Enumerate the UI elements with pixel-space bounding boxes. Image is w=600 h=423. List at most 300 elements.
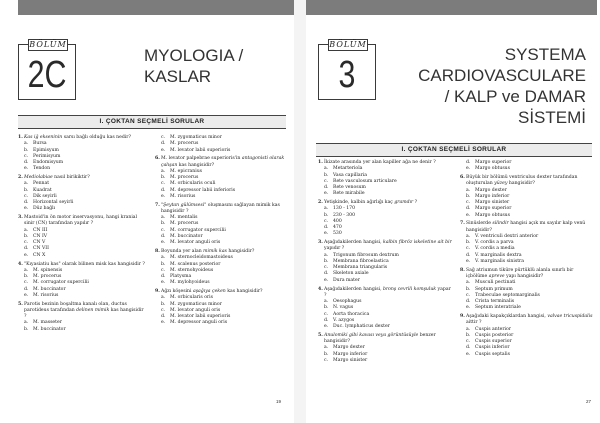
left-page — [0, 0, 294, 423]
option-letter: d. — [466, 206, 471, 212]
option-text: Margo obtusus — [475, 212, 510, 218]
option-text: M. mylohyoideus — [170, 280, 210, 286]
chapter-number: 3 — [338, 54, 356, 96]
question-text — [324, 240, 452, 253]
question-text-part: Aşağıdakilerden hangisi, — [324, 286, 384, 292]
option-text: M. depressor anguli oris — [170, 320, 228, 326]
option-text: V. cordis a media — [475, 246, 515, 252]
option-letter: a. — [161, 168, 166, 174]
answer-option — [18, 253, 146, 259]
option-letter: b. — [324, 172, 329, 178]
option-letter: e. — [466, 351, 471, 357]
option-text: 400 — [333, 218, 342, 224]
option-letter: b. — [161, 261, 166, 267]
question-number: 8. — [460, 267, 465, 273]
question-item — [318, 240, 452, 284]
option-letter: d. — [161, 274, 166, 280]
option-text: M. sternohyoideus — [170, 267, 214, 273]
question-item — [318, 333, 452, 364]
option-text: M. corrugator supercilii — [170, 227, 226, 233]
option-letter: e. — [161, 320, 166, 326]
question-number: 3. — [18, 215, 23, 221]
question-item — [460, 160, 594, 173]
question-stem — [460, 268, 594, 281]
option-letter: b. — [24, 274, 29, 280]
option-text: M. masseter — [33, 320, 62, 326]
answer-option — [460, 305, 594, 311]
option-text: 470 — [333, 225, 342, 231]
question-item — [318, 200, 452, 238]
option-text: M. risorius — [170, 193, 196, 199]
option-letter: e. — [324, 324, 329, 330]
question-item — [155, 289, 289, 327]
question-text-emphasis: kalbin fibröz iskeletine ait bir — [383, 240, 452, 246]
answer-option — [460, 166, 594, 172]
chapter-title-line: SYSTEMA CARDIOVASCULARE — [418, 45, 586, 85]
question-text-part: Ağzı köşesini — [161, 289, 193, 295]
option-text: V. cordis a parva — [475, 240, 514, 246]
option-text: 230 - 300 — [333, 212, 356, 218]
option-letter: a. — [324, 299, 329, 305]
option-text: CN IV — [33, 233, 48, 239]
option-text: M. spinensis — [33, 267, 63, 273]
question-item — [318, 160, 452, 198]
option-text: Septum primum — [475, 286, 513, 292]
answer-option — [18, 166, 146, 172]
option-text: Platysma — [170, 274, 192, 280]
question-item — [460, 314, 594, 358]
question-text — [466, 221, 594, 234]
option-text: CN VII — [33, 246, 49, 252]
question-text-emphasis: mimik kas — [203, 249, 227, 255]
question-text-part: Boyunda yer alan — [161, 249, 204, 255]
option-text: M. procerus — [170, 141, 199, 147]
option-letter: e. — [24, 206, 29, 212]
option-letter: c. — [466, 339, 471, 345]
question-text-part: İkizate arasında yer alan kapiller ağa ne denir ? — [324, 160, 436, 165]
option-letter: e. — [24, 252, 29, 258]
question-text — [24, 302, 146, 321]
option-letter: d. — [24, 200, 29, 206]
option-letter: b. — [466, 240, 471, 246]
question-item — [18, 262, 146, 300]
question-text — [466, 314, 594, 327]
option-text: M. levator labii superioris — [170, 314, 231, 320]
option-text: 530 — [333, 231, 342, 237]
option-letter: d. — [324, 225, 329, 231]
question-stem — [318, 287, 452, 300]
option-letter: e. — [466, 166, 471, 172]
option-letter: a. — [161, 215, 166, 221]
option-letter: c. — [324, 218, 329, 224]
question-text-emphasis: Şeytan gülümsesi — [163, 202, 205, 208]
option-text: M. mentalis — [170, 215, 198, 221]
question-column-1 — [318, 160, 452, 367]
question-item — [460, 175, 594, 219]
option-text: Skeleton axiale — [333, 271, 369, 277]
question-number: 9. — [155, 289, 160, 295]
option-text: Margo dexter — [333, 345, 365, 351]
option-letter: a. — [161, 295, 166, 301]
question-text-part: hangisidir? — [507, 181, 535, 187]
option-letter: d. — [161, 141, 166, 147]
option-letter: a. — [24, 141, 29, 147]
option-letter: b. — [324, 351, 329, 357]
question-text — [324, 287, 452, 300]
question-text-part: Aşağıdaki kapakçıklardan hangisi, — [466, 314, 548, 320]
option-letter: c. — [324, 178, 329, 184]
question-stem — [155, 156, 289, 169]
answer-option — [155, 240, 289, 246]
option-letter: c. — [24, 240, 29, 246]
option-letter: a. — [24, 267, 29, 273]
question-text-emphasis: bronş cevrili komşuluk — [383, 286, 437, 292]
option-text: Cuspis septalis — [475, 351, 510, 357]
question-text-part: hangisi açık mı sayılır kalp venü hangisidir? — [466, 221, 586, 233]
chapter-box — [18, 40, 76, 100]
option-text: Membrana fibroelastica — [333, 258, 389, 264]
option-text: V. ventriculi dextri anterior — [475, 233, 539, 239]
question-text-part: Mastoid'in ön motor inservasyonu, hangi kranial sinir (CN) tarafından yapılır ? — [24, 215, 138, 227]
option-letter: b. — [161, 175, 166, 181]
option-letter: b. — [24, 233, 29, 239]
question-number: 9. — [460, 314, 465, 320]
option-letter: c. — [466, 200, 471, 206]
page-number: 19 — [276, 399, 282, 404]
answer-option — [318, 358, 452, 364]
answer-option — [18, 293, 146, 299]
question-text-part: kas hangisidir? — [177, 162, 215, 168]
option-text: Crista terminalis — [475, 299, 515, 305]
option-letter: a. — [324, 166, 329, 172]
question-text-part: hangisidir? — [226, 249, 255, 255]
option-letter: a. — [24, 227, 29, 233]
option-text: Horizontal seyirli — [33, 200, 74, 206]
option-letter: e. — [161, 147, 166, 153]
question-text-part: yapıdır ? — [324, 246, 345, 252]
question-text-emphasis: antagonisti olarak çalışan — [161, 156, 285, 168]
question-text-part: kas hangisidir? — [225, 289, 263, 295]
option-text: 130 - 170 — [333, 206, 356, 212]
question-text — [24, 215, 146, 228]
option-text: Tendon — [33, 166, 51, 172]
option-text: CN X — [33, 252, 46, 258]
option-text: Trabeculae septomarginalis — [475, 292, 540, 298]
question-number: 1. — [318, 160, 323, 165]
question-item — [18, 135, 146, 173]
option-text: Margo inferior — [333, 351, 368, 357]
option-text: Duc. lymphaticus dexter — [333, 324, 390, 330]
option-text: M. orbicularis oculi — [170, 181, 216, 187]
right-page — [306, 0, 600, 423]
option-letter: d. — [466, 160, 471, 165]
question-text-part: ? — [413, 200, 418, 206]
chapter-label: BÖLÜM — [29, 40, 67, 49]
question-stem — [18, 302, 146, 321]
option-text: N. vagus — [333, 305, 354, 311]
answer-option — [18, 327, 146, 333]
option-text: M. levator anguli oris — [170, 307, 221, 313]
question-item — [460, 268, 594, 312]
option-letter: b. — [324, 258, 329, 264]
option-text: Endomisyum — [33, 160, 64, 165]
answer-option — [460, 352, 594, 358]
option-letter: c. — [324, 357, 329, 363]
question-text-emphasis: gramdır — [394, 200, 414, 206]
option-text: M. levator labii superioris — [170, 147, 231, 153]
option-letter: a. — [466, 326, 471, 332]
chapter-title-line: MYOLOGIA / KASLAR — [144, 46, 244, 86]
question-text — [161, 203, 289, 216]
question-text-part: Sağ atriumun tiküre pürtüklü alanla sınırlı bir içbölüme — [466, 267, 574, 280]
option-text: M. risorius — [33, 292, 59, 298]
option-letter: e. — [161, 280, 166, 286]
answer-option — [318, 324, 452, 330]
option-text: Margo superior — [475, 160, 512, 165]
question-number: 7. — [460, 221, 465, 227]
option-letter: b. — [161, 301, 166, 307]
option-text: Margo sinister — [475, 200, 510, 206]
question-number: 2. — [18, 175, 23, 181]
question-column-1 — [18, 135, 146, 335]
option-letter: a. — [24, 320, 29, 326]
option-letter: b. — [24, 187, 29, 193]
question-text-emphasis: Kas iğ ekseninin — [24, 135, 63, 140]
question-number: 4. — [18, 261, 23, 267]
question-text-emphasis: silindir — [492, 221, 509, 227]
option-letter: d. — [324, 317, 329, 323]
option-text: Kuadrat — [33, 187, 52, 193]
question-text-part: kas hangisidir ? — [24, 307, 144, 320]
option-letter: a. — [324, 345, 329, 351]
option-letter: e. — [24, 292, 29, 298]
option-text: Cuspis inferior — [475, 345, 510, 351]
option-text: Metarteriola — [333, 166, 363, 172]
answer-option — [318, 191, 452, 197]
option-text: M. orbicularis oris — [170, 295, 214, 301]
option-letter: d. — [24, 160, 29, 165]
question-number: 5. — [18, 301, 23, 307]
option-text: M. procerus — [170, 175, 199, 181]
option-text: Pennat — [33, 181, 50, 187]
option-text: Rete vasculosum articulare — [333, 178, 397, 184]
option-text: M. scalenus posterior — [170, 261, 221, 267]
question-text-part: yapı hangisidir? — [504, 274, 544, 280]
chapter-number: 2C — [27, 54, 67, 96]
option-text: Margo obtusus — [475, 166, 510, 172]
option-letter: e. — [324, 277, 329, 283]
option-text: M. zygomaticus minor — [170, 301, 222, 307]
option-letter: c. — [324, 265, 329, 271]
option-letter: b. — [466, 193, 471, 199]
option-text: Margo inferior — [475, 193, 510, 199]
question-item — [18, 215, 146, 259]
option-letter: e. — [466, 305, 471, 311]
answer-option — [318, 231, 452, 237]
question-item — [155, 203, 289, 247]
option-letter: b. — [466, 332, 471, 338]
option-text: Oesophagus — [333, 299, 362, 305]
question-text-emphasis: valvae tricuspidalis — [547, 314, 593, 320]
section-heading: I. ÇOKTAN SEÇMELİ SORULAR — [18, 115, 286, 129]
question-stem — [318, 333, 452, 346]
option-text: Margo sinister — [333, 357, 368, 363]
option-text: Musculi pectinati — [475, 280, 516, 286]
option-text: M. depressor labii inferioris — [170, 187, 236, 193]
question-text-part: Aşağıdakilerden hangisi, — [324, 240, 384, 246]
option-text: M. procerus — [170, 221, 199, 227]
answer-option — [155, 148, 289, 154]
option-text: Rete mirabile — [333, 191, 365, 197]
option-letter: c. — [24, 193, 29, 199]
question-text-part: "Kıyasiatiu kas" olarak bilinen misk kas hangisidir ? — [24, 261, 145, 267]
option-letter: c. — [161, 267, 166, 273]
question-text-emphasis: yüzey — [494, 181, 508, 187]
question-text-part: benzer hangisidir? — [324, 332, 436, 345]
question-text-emphasis: delinen mimik — [76, 307, 110, 313]
answer-option — [155, 194, 289, 200]
answer-option — [318, 278, 452, 284]
question-number: 2. — [318, 200, 323, 206]
option-text: M. buccinator — [170, 233, 203, 239]
option-text: V. marginalis dextra — [475, 252, 522, 258]
option-letter: a. — [466, 187, 471, 193]
question-item — [460, 221, 594, 265]
question-text-part: nasıl birikiktir? — [52, 175, 90, 181]
question-number: 3. — [318, 240, 323, 246]
question-text-part: " — [161, 202, 164, 208]
option-letter: e. — [161, 240, 166, 246]
chapter-box — [318, 40, 376, 100]
option-letter: e. — [161, 193, 166, 199]
question-text-emphasis: apreve — [488, 274, 505, 280]
chapter-label: BÖLÜM — [329, 40, 367, 49]
question-text-part: yapar ? — [324, 286, 451, 298]
question-stem — [18, 215, 146, 228]
option-text: M. buccinator — [33, 286, 66, 292]
question-text-part: Parotis bezinin boşaltma kanalı olan, ductus parotideus tarafından — [24, 301, 127, 313]
option-letter: d. — [161, 187, 166, 193]
option-letter: c. — [161, 135, 166, 140]
option-letter: c. — [466, 246, 471, 252]
option-text: M. sternocleidomastoideus — [170, 255, 233, 261]
question-text-part: Büyük bir bölümü ventriculus dexter tarafından oluşturulan — [466, 175, 578, 187]
question-text-part: Yetişkinde, kalbin ağırlığı kaç — [324, 200, 395, 206]
chapter-title — [378, 44, 586, 128]
option-letter: e. — [466, 212, 471, 218]
question-number: 4. — [318, 286, 323, 292]
question-number: 6. — [460, 175, 465, 181]
question-text-part: aittir ? — [466, 320, 482, 326]
option-letter: d. — [466, 252, 471, 258]
question-number: 5. — [318, 332, 323, 338]
question-item — [18, 302, 146, 333]
option-text: Margo dexter — [475, 187, 507, 193]
option-letter: a. — [324, 206, 329, 212]
option-text: V. marginalis sinistra — [475, 258, 524, 264]
answer-option — [460, 259, 594, 265]
option-letter: d. — [24, 246, 29, 252]
option-text: CN V — [33, 240, 46, 246]
question-stem — [460, 314, 594, 327]
section-heading: I. ÇOKTAN SEÇMELİ SORULAR — [316, 143, 592, 157]
option-letter: a. — [24, 181, 29, 187]
answer-option — [460, 213, 594, 219]
option-text: Septum interatriale — [475, 305, 521, 311]
option-text: Düz bağlı — [33, 206, 56, 212]
question-text-part: M. levator palpebrae superioris'in — [161, 156, 242, 162]
question-item — [155, 156, 289, 200]
option-letter: c. — [24, 280, 29, 286]
option-letter: b. — [24, 147, 29, 153]
option-text: M. epicranius — [170, 168, 203, 174]
option-letter: d. — [324, 185, 329, 190]
option-text: Cuspis superior — [475, 339, 512, 345]
option-letter: d. — [466, 299, 471, 305]
option-text: M. procerus — [33, 274, 62, 280]
option-letter: d. — [161, 233, 166, 239]
option-text: Perimisyum — [33, 153, 61, 159]
option-letter: e. — [24, 166, 29, 172]
option-letter: b. — [324, 212, 329, 218]
option-letter: b. — [161, 221, 166, 227]
question-column-2 — [155, 135, 289, 329]
option-letter: d. — [466, 345, 471, 351]
option-text: Cuspis posterior — [475, 332, 514, 338]
question-number: 6. — [155, 156, 160, 162]
option-letter: c. — [161, 227, 166, 233]
question-text — [466, 268, 594, 281]
question-stem — [155, 203, 289, 216]
question-text-part: Sinüslerde — [466, 221, 493, 227]
option-text: M. buccinator — [33, 326, 66, 332]
option-text: Aorta thoracica — [333, 311, 370, 317]
option-text: Epimisyum — [33, 147, 59, 153]
option-letter: c. — [24, 153, 29, 159]
question-number: 7. — [155, 202, 160, 208]
top-bar — [18, 0, 294, 15]
chapter-title — [144, 45, 294, 87]
option-letter: a. — [466, 280, 471, 286]
answer-option — [18, 206, 146, 212]
book-gutter — [294, 0, 306, 423]
option-text: Membrana triangularis — [333, 265, 388, 271]
top-bar — [306, 0, 597, 15]
question-text-emphasis: Anulomiki gibi kavası veya görüntüsüyle — [324, 332, 419, 338]
page-number: 27 — [586, 399, 592, 404]
option-text: Margo superior — [475, 206, 512, 212]
question-text-emphasis: Mediolabiae — [24, 175, 53, 181]
option-letter: d. — [161, 314, 166, 320]
option-text: Rete venosum — [333, 185, 366, 190]
option-letter: e. — [324, 191, 329, 197]
chapter-title-line: / KALP ve DAMAR SİSTEMİ — [444, 87, 586, 127]
option-letter: e. — [324, 231, 329, 237]
question-text-emphasis: aşağıya çeken — [192, 289, 226, 295]
option-text: M. corrugator supercilii — [33, 280, 89, 286]
question-text — [161, 156, 289, 169]
option-letter: e. — [466, 258, 471, 264]
option-text: Cuspis anterior — [475, 326, 511, 332]
option-letter: a. — [466, 233, 471, 239]
option-text: Bursa — [33, 141, 47, 147]
question-item — [155, 135, 289, 154]
option-text: M. levator anguli oris — [170, 240, 221, 246]
question-stem — [460, 175, 594, 188]
answer-option — [155, 280, 289, 286]
option-letter: b. — [466, 286, 471, 292]
option-letter: d. — [324, 271, 329, 277]
